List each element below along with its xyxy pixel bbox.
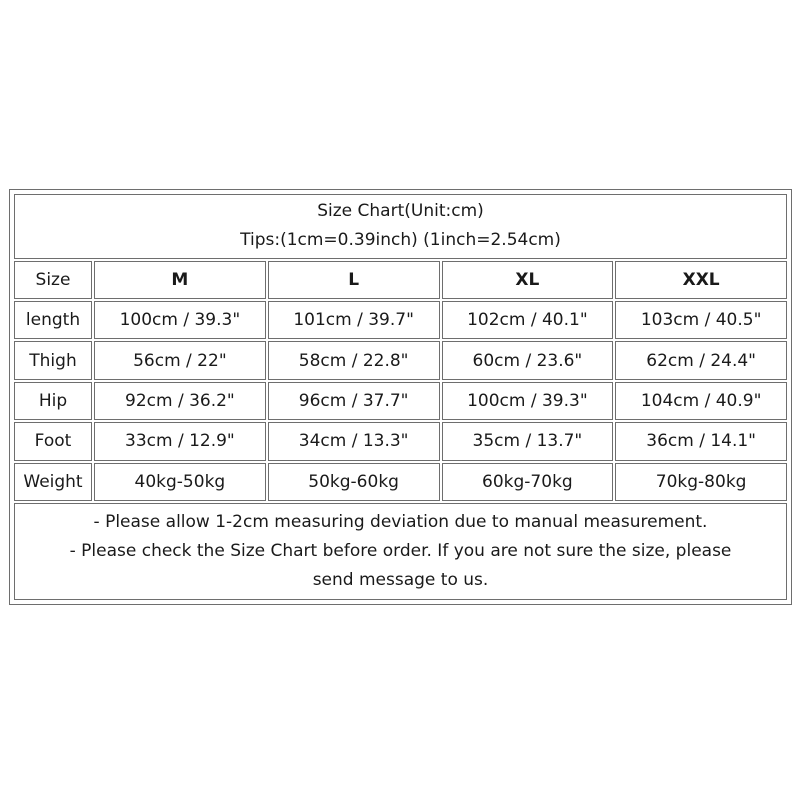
cell-hip-xxl: 104cm / 40.9" bbox=[615, 382, 787, 420]
size-chart-table bbox=[12, 192, 789, 602]
table-row-thigh bbox=[14, 341, 787, 379]
size-chart bbox=[9, 189, 792, 605]
cell-length-m: 100cm / 39.3" bbox=[94, 301, 266, 339]
table-row-length bbox=[14, 301, 787, 339]
note-line-3: send message to us. bbox=[312, 570, 489, 590]
row-label-thigh: Thigh bbox=[14, 341, 92, 379]
cell-thigh-xl: 60cm / 23.6" bbox=[442, 341, 614, 379]
table-row-weight bbox=[14, 463, 787, 501]
cell-thigh-m: 56cm / 22" bbox=[94, 341, 266, 379]
cell-hip-xl: 100cm / 39.3" bbox=[442, 382, 614, 420]
note-line-2: - Please check the Size Chart before order. If you are not sure the size, please bbox=[69, 541, 732, 561]
header-cell-m: M bbox=[94, 261, 266, 299]
row-label-foot: Foot bbox=[14, 422, 92, 460]
cell-foot-l: 34cm / 13.3" bbox=[268, 422, 440, 460]
header-cell-size: Size bbox=[14, 261, 92, 299]
row-label-weight: Weight bbox=[14, 463, 92, 501]
chart-tips: Tips:(1cm=0.39inch) (1inch=2.54cm) bbox=[240, 230, 561, 251]
header-cell-l: L bbox=[268, 261, 440, 299]
note-line-1: - Please allow 1-2cm measuring deviation due to manual measurement. bbox=[93, 512, 708, 532]
cell-weight-xxl: 70kg-80kg bbox=[615, 463, 787, 501]
cell-foot-xl: 35cm / 13.7" bbox=[442, 422, 614, 460]
cell-length-l: 101cm / 39.7" bbox=[268, 301, 440, 339]
cell-hip-l: 96cm / 37.7" bbox=[268, 382, 440, 420]
chart-title: Size Chart(Unit:cm) bbox=[317, 201, 484, 222]
cell-thigh-l: 58cm / 22.8" bbox=[268, 341, 440, 379]
cell-foot-m: 33cm / 12.9" bbox=[94, 422, 266, 460]
notes-cell bbox=[14, 503, 787, 600]
table-row-hip bbox=[14, 382, 787, 420]
header-cell-xxl: XXL bbox=[615, 261, 787, 299]
header-cell-xl: XL bbox=[442, 261, 614, 299]
cell-weight-l: 50kg-60kg bbox=[268, 463, 440, 501]
row-label-length: length bbox=[14, 301, 92, 339]
table-row-foot bbox=[14, 422, 787, 460]
row-label-hip: Hip bbox=[14, 382, 92, 420]
cell-weight-xl: 60kg-70kg bbox=[442, 463, 614, 501]
cell-foot-xxl: 36cm / 14.1" bbox=[615, 422, 787, 460]
cell-length-xl: 102cm / 40.1" bbox=[442, 301, 614, 339]
cell-weight-m: 40kg-50kg bbox=[94, 463, 266, 501]
chart-title-cell bbox=[14, 194, 787, 259]
cell-thigh-xxl: 62cm / 24.4" bbox=[615, 341, 787, 379]
header-row bbox=[14, 261, 787, 299]
cell-length-xxl: 103cm / 40.5" bbox=[615, 301, 787, 339]
cell-hip-m: 92cm / 36.2" bbox=[94, 382, 266, 420]
